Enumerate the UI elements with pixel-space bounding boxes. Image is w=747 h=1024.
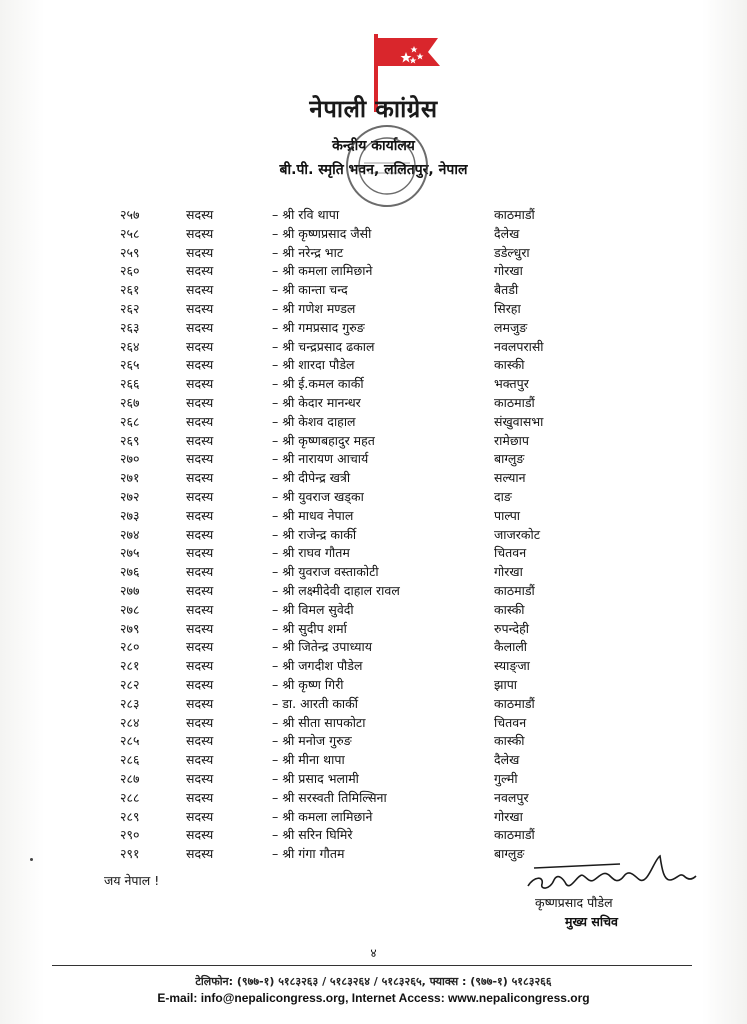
scan-speck — [30, 858, 33, 861]
signer-title: मुख्य सचिव — [565, 914, 618, 929]
member-district: काठमाडौं — [494, 695, 535, 711]
member-role: सदस्य — [186, 338, 214, 354]
member-number: २८३ — [120, 695, 140, 711]
member-number: २६१ — [120, 282, 140, 298]
member-row — [0, 600, 747, 619]
member-name: – श्री सुदीप शर्मा — [272, 620, 347, 636]
member-district: डडेल्धुरा — [494, 244, 530, 260]
member-district: कास्की — [494, 601, 525, 617]
member-name: – श्री मीना थापा — [272, 752, 345, 768]
member-row — [0, 750, 747, 769]
member-name: – श्री माधव नेपाल — [272, 507, 354, 523]
member-name: – श्री गंगा गौतम — [272, 846, 345, 862]
member-name: – श्री सरस्वती तिमिल्सिना — [272, 789, 387, 805]
member-name: – श्री मनोज गुरुङ — [272, 733, 352, 749]
member-row — [0, 825, 747, 844]
member-name: – श्री जगदीश पौडेल — [272, 658, 363, 674]
member-name: – श्री कृष्णबहादुर महत — [272, 432, 375, 448]
member-name: – श्री सीता सापकोटा — [272, 714, 366, 730]
member-role: सदस्य — [186, 395, 214, 410]
member-role: सदस्य — [186, 545, 214, 561]
member-name: – श्री दीपेन्द्र खत्री — [272, 470, 351, 486]
member-row — [0, 713, 747, 732]
member-row — [0, 261, 747, 280]
member-district: चितवन — [494, 714, 527, 730]
member-number: २८७ — [120, 771, 140, 786]
member-role: सदस्य — [186, 846, 214, 862]
member-district: लमजुङ — [494, 319, 528, 335]
member-district: बाग्लुङ — [494, 846, 525, 862]
member-district: काठमाडौं — [494, 207, 535, 222]
member-row — [0, 487, 747, 506]
member-role: सदस्य — [186, 601, 214, 617]
member-row — [0, 374, 747, 393]
member-role: सदस्य — [186, 658, 214, 674]
member-row — [0, 299, 747, 318]
member-number: २७४ — [120, 526, 140, 542]
footer-phone: टेलिफोन: (९७७-१) ५१८३२६३ / ५१८३२६४ / ५१८३२६५, फ्याक्स : (९७७-१) ५१८३२६६ — [195, 975, 552, 988]
member-row — [0, 619, 747, 638]
member-number: २८१ — [120, 658, 140, 674]
member-number: २८९ — [120, 808, 140, 824]
member-number: २८४ — [120, 714, 140, 730]
member-number: २५८ — [120, 225, 140, 241]
member-district: दैलेख — [494, 752, 520, 768]
member-role: सदस्य — [186, 564, 214, 580]
member-number: २६७ — [120, 395, 140, 410]
member-district: काठमाडौं — [494, 395, 535, 410]
member-row — [0, 468, 747, 487]
member-number: २७१ — [120, 470, 140, 486]
member-role: सदस्य — [186, 526, 214, 542]
member-number: २७८ — [120, 601, 140, 617]
closing-salutation: जय नेपाल ! — [104, 873, 160, 888]
member-number: २६५ — [120, 357, 140, 373]
member-role: सदस्य — [186, 677, 214, 692]
member-district: गुल्मी — [494, 771, 518, 786]
member-district: गोरखा — [494, 263, 523, 279]
member-district: सिरहा — [494, 301, 521, 316]
member-role: सदस्य — [186, 244, 214, 260]
member-name: – श्री नारायण आचार्य — [272, 451, 369, 467]
member-district: पाल्पा — [494, 507, 521, 523]
member-number: २६९ — [120, 432, 140, 448]
member-district: चितवन — [494, 545, 527, 561]
member-district: भक्तपुर — [494, 376, 529, 392]
member-number: २७९ — [120, 620, 140, 636]
member-district: गोरखा — [494, 564, 523, 580]
member-row — [0, 807, 747, 826]
member-name: – श्री लक्ष्मीदेवी दाहाल रावल — [272, 583, 400, 598]
member-role: सदस्य — [186, 225, 214, 241]
member-role: सदस्य — [186, 282, 214, 298]
member-row — [0, 449, 747, 468]
member-district: दैलेख — [494, 225, 520, 241]
member-role: सदस्य — [186, 714, 214, 730]
member-name: – श्री सरिन घिमिरे — [272, 827, 353, 843]
member-district: कैलाली — [494, 639, 528, 655]
member-role: सदस्य — [186, 207, 214, 222]
member-row — [0, 355, 747, 374]
member-district: नवलपरासी — [494, 338, 544, 354]
signer-name: कृष्णप्रसाद पौडेल — [535, 895, 613, 910]
member-role: सदस्य — [186, 789, 214, 805]
member-name: – श्री राघव गौतम — [272, 545, 350, 561]
member-name: – श्री कमला लामिछाने — [272, 808, 373, 824]
footer-divider — [52, 965, 692, 966]
member-row — [0, 431, 747, 450]
member-number: २८८ — [120, 789, 140, 805]
member-number: २७७ — [120, 583, 140, 598]
member-number: २८५ — [120, 733, 140, 749]
member-row — [0, 412, 747, 431]
member-row — [0, 637, 747, 656]
member-role: सदस्य — [186, 319, 214, 335]
member-row — [0, 337, 747, 356]
office-address: बी.पी. स्मृति भवन, ललितपुर, नेपाल — [279, 162, 468, 178]
member-row — [0, 731, 747, 750]
member-row — [0, 205, 747, 224]
member-row — [0, 318, 747, 337]
member-role: सदस्य — [186, 771, 214, 786]
member-role: सदस्य — [186, 583, 214, 598]
member-district: काठमाडौं — [494, 827, 535, 843]
member-row — [0, 581, 747, 600]
member-role: सदस्य — [186, 489, 214, 504]
member-name: – श्री शारदा पौडेल — [272, 357, 355, 373]
member-name: – श्री विमल सुवेदी — [272, 601, 354, 617]
member-district: कास्की — [494, 733, 525, 749]
member-role: सदस्य — [186, 695, 214, 711]
member-role: सदस्य — [186, 413, 214, 429]
member-role: सदस्य — [186, 733, 214, 749]
member-row — [0, 525, 747, 544]
member-number: २६६ — [120, 376, 140, 392]
member-district: जाजरकोट — [494, 526, 541, 542]
member-row — [0, 506, 747, 525]
member-role: सदस्य — [186, 808, 214, 824]
page-number: ४ — [370, 946, 377, 960]
member-row — [0, 656, 747, 675]
member-number: २७६ — [120, 564, 140, 580]
member-name: – श्री जितेन्द्र उपाध्याय — [272, 639, 373, 655]
member-number: २६४ — [120, 338, 140, 354]
member-number: २६८ — [120, 413, 140, 429]
member-district: कास्की — [494, 357, 525, 373]
handwritten-signature — [520, 850, 700, 900]
member-role: सदस्य — [186, 639, 214, 655]
member-number: २८६ — [120, 752, 140, 768]
member-district: रुपन्देही — [494, 620, 529, 636]
member-name: – श्री युवराज वस्ताकोटी — [272, 564, 379, 580]
member-row — [0, 694, 747, 713]
member-row — [0, 562, 747, 581]
member-row — [0, 393, 747, 412]
member-name: – श्री राजेन्द्र कार्की — [272, 526, 357, 542]
member-number: २६० — [120, 263, 140, 279]
member-row — [0, 769, 747, 788]
member-district: गोरखा — [494, 808, 523, 824]
member-number: २५७ — [120, 207, 140, 222]
member-name: – श्री ई.कमल कार्की — [272, 376, 364, 392]
member-district: झापा — [494, 677, 518, 692]
member-name: – श्री केशव दाहाल — [272, 413, 356, 429]
member-district: बैतडी — [494, 282, 519, 298]
member-role: सदस्य — [186, 301, 214, 316]
organization-name: नेपाली काांग्रेस — [309, 95, 438, 123]
member-role: सदस्य — [186, 263, 214, 279]
member-role: सदस्य — [186, 432, 214, 448]
member-district: दाङ — [494, 489, 512, 504]
member-role: सदस्य — [186, 620, 214, 636]
member-number: २८२ — [120, 677, 140, 692]
member-role: सदस्य — [186, 470, 214, 486]
member-district: रामेछाप — [494, 432, 529, 448]
member-district: सल्यान — [494, 470, 526, 486]
member-number: २९० — [120, 827, 140, 843]
member-number: २६३ — [120, 319, 140, 335]
member-name: – श्री रवि थापा — [272, 207, 340, 222]
member-role: सदस्य — [186, 507, 214, 523]
member-name: – श्री कान्ता चन्द — [272, 282, 348, 298]
member-name: – श्री नरेन्द्र भाट — [272, 244, 344, 260]
member-role: सदस्य — [186, 752, 214, 768]
member-name: – श्री कमला लामिछाने — [272, 263, 373, 279]
member-name: – श्री कृष्ण गिरी — [272, 677, 344, 692]
member-name: – श्री कृष्णप्रसाद जैसी — [272, 225, 372, 241]
member-row — [0, 675, 747, 694]
member-role: सदस्य — [186, 451, 214, 467]
member-district: काठमाडौं — [494, 583, 535, 598]
member-name: – श्री गमप्रसाद गुरुङ — [272, 319, 365, 335]
member-name: – श्री केदार मानन्धर — [272, 395, 361, 410]
member-name: – श्री चन्द्रप्रसाद ढकाल — [272, 338, 375, 354]
member-row — [0, 243, 747, 262]
member-role: सदस्य — [186, 827, 214, 843]
member-row — [0, 224, 747, 243]
member-number: २७२ — [120, 489, 140, 504]
member-number: २७३ — [120, 507, 140, 523]
office-name: केन्द्रीय कार्यालय — [332, 138, 415, 154]
member-row — [0, 543, 747, 562]
member-number: २७० — [120, 451, 140, 467]
office-seal-stamp — [344, 123, 430, 209]
member-number: २७५ — [120, 545, 140, 561]
member-row — [0, 788, 747, 807]
member-row — [0, 280, 747, 299]
member-number: २५९ — [120, 244, 140, 260]
member-district: बाग्लुङ — [494, 451, 525, 467]
member-district: स्याङ्जा — [494, 658, 530, 674]
member-name: – डा. आरती कार्की — [272, 695, 358, 711]
member-number: २६२ — [120, 301, 140, 316]
member-number: २९१ — [120, 846, 140, 862]
member-name: – श्री प्रसाद भलामी — [272, 771, 359, 786]
member-district: नवलपुर — [494, 789, 529, 805]
member-number: २८० — [120, 639, 140, 655]
footer-contact: E-mail: info@nepalicongress.org, Internet Access: www.nepalicongress.org — [157, 991, 590, 1005]
member-role: सदस्य — [186, 376, 214, 392]
member-district: संखुवासभा — [494, 413, 544, 429]
member-role: सदस्य — [186, 357, 214, 373]
member-name: – श्री गणेश मण्डल — [272, 301, 356, 316]
member-name: – श्री युवराज खड्का — [272, 489, 364, 504]
